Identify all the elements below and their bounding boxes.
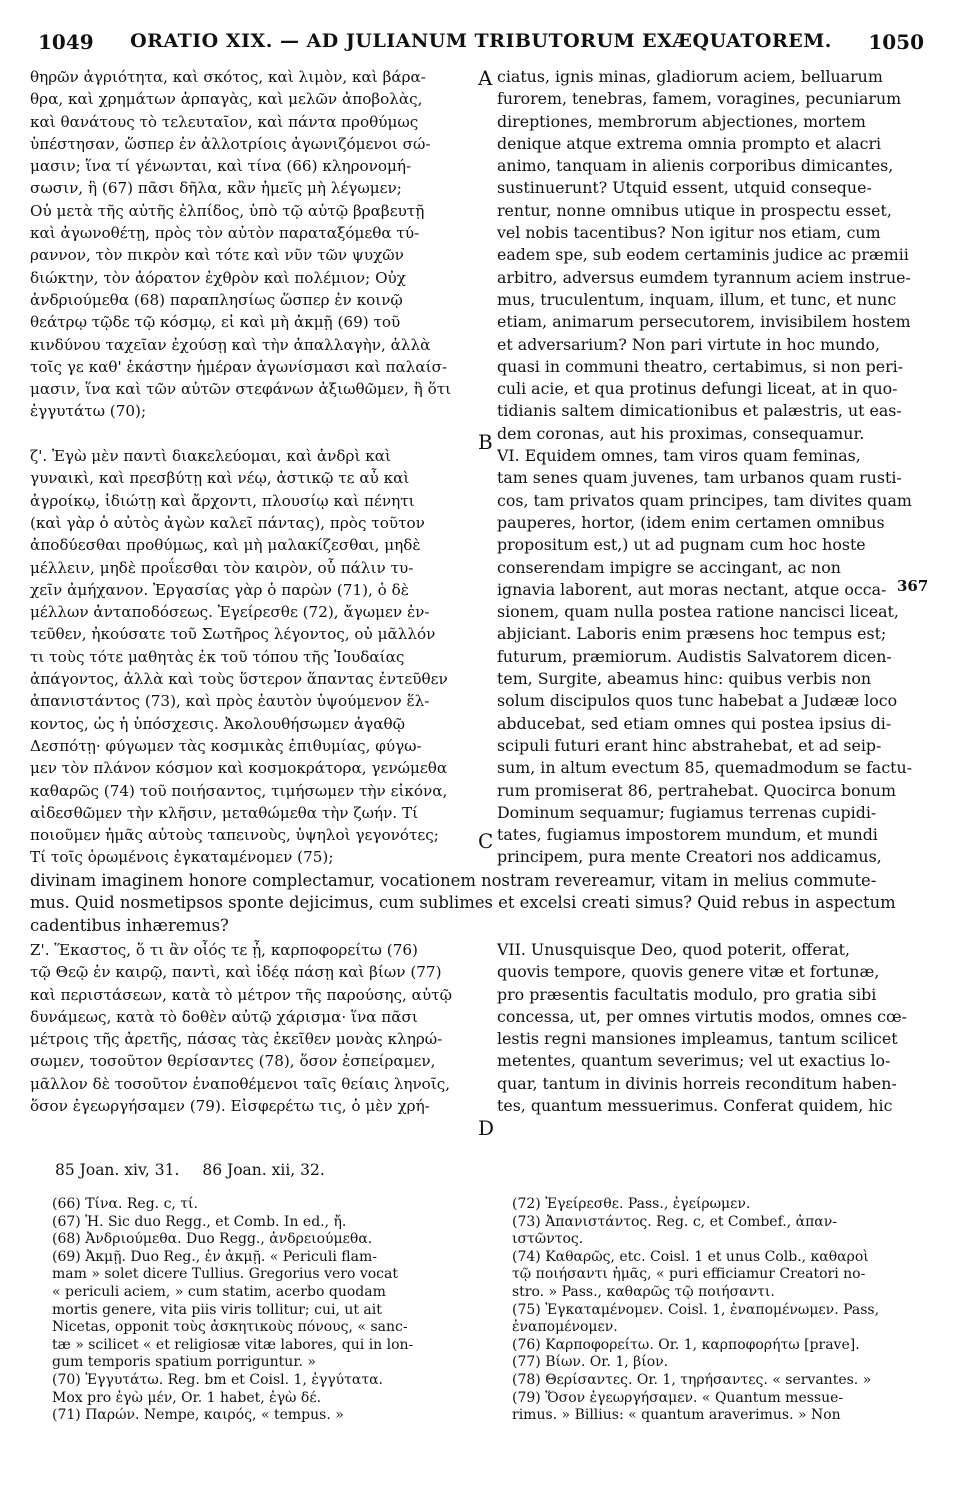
latin-line: scipuli futuri erant hinc abstrahebat, et ad seip- — [497, 735, 882, 755]
latin-line: et adversarium? Non pari virtute in hoc mundo, — [497, 334, 881, 354]
latin-line: abjiciant. Laboris enim præsens hoc tempus est; — [497, 624, 887, 644]
greek-column-lower — [30, 939, 480, 1117]
margin-letter-b: B — [478, 430, 493, 454]
greek-line: ἀποδύεσθαι προθύμως, καὶ μὴ μαλακίζεσθαι, μηδὲ — [30, 536, 421, 555]
greek-line: θηρῶν ἀγριότητα, καὶ σκότος, καὶ λιμὸν, καὶ βάρα- — [30, 68, 426, 86]
footnote-line: Mox pro ἐγὼ μέν, Or. 1 habet, ἐγὼ δέ. — [52, 1389, 322, 1406]
greek-line: τοῖς γε καθ' ἑκάστην ἡμέραν ἀγωνίσμασι καὶ παλαίσ- — [30, 357, 448, 376]
scripture-ref: 85 Joan. xiv, 31. — [55, 1161, 180, 1179]
latin-line: pauperes, hortor, (idem enim certamen omnibus — [497, 512, 885, 532]
latin-line: rum promiserat 86, pertrahebat. Quocirca bonum — [497, 780, 896, 800]
footnote-line: tæ » scilicet « et religiosæ vitæ labores, qui in lon- — [52, 1336, 414, 1353]
greek-line: καθαρῶς (74) τοῦ ποιήσαντος, τιμήσωμεν τὴν εἰκόνα, — [30, 781, 448, 800]
latin-line: tem, Surgite, abeamus hinc: quibus verbis non — [497, 669, 872, 689]
greek-line: Ζ'. Ἕκαστος, ὅ τι ἂν οἷός τε ᾖ, καρποφορείτω (76) — [30, 941, 418, 959]
full-width-text — [30, 870, 930, 937]
latin-line: ignavia laborent, aut moras nectant, atque occa- — [497, 579, 887, 599]
footnote-line: (75) Ἐγκαταμένομεν. Coisl. 1, ἐναπομένωμεν. Pass, — [512, 1301, 880, 1318]
latin-line: concessa, ut, per omnes virtutis modos, omnes cœ- — [497, 1006, 907, 1026]
greek-line: ἀγροίκῳ, ἰδιώτῃ καὶ ἄρχοντι, πλουσίῳ καὶ πένητι — [30, 491, 415, 510]
latin-line: quasi in communi theatro, certabimus, si non peri- — [497, 356, 904, 376]
latin-line: sum, in altum evectum 85, quemadmodum se factu- — [497, 758, 913, 778]
footnote-line: (76) Καρποφορείτω. Or. 1, καρποφορήτω [prave]. — [512, 1336, 860, 1353]
greek-line: θρα, καὶ χρημάτων ἁρπαγὰς, καὶ μελῶν ἀποβολὰς, — [30, 90, 423, 109]
latin-line: denique atque extrema omnia prompto et alacri — [497, 133, 882, 153]
footnote-line: (72) Ἐγείρεσθε. Pass., ἐγείρωμεν. — [512, 1196, 751, 1212]
greek-line: γυναικὶ, καὶ πρεσβύτῃ καὶ νέῳ, ἀστικῷ τε αὖ καὶ — [30, 469, 410, 488]
latin-line: culi acie, et qua protinus defungi liceat, at in quo- — [497, 379, 898, 399]
latin-line: tates, fugiamus impostorem mundum, et mundi — [497, 825, 878, 845]
latin-line: principem, pura mente Creatori nos addicamus, — [497, 847, 882, 867]
latin-line: arbitro, adversus eumdem tyrannum aciem instrue- — [497, 267, 911, 287]
greek-line: τεῦθεν, ἠκούσατε τοῦ Σωτῆρος λέγοντος, οὐ μᾶλλόν — [30, 625, 436, 644]
greek-line: χεῖν ἀμήχανον. Ἐργασίας γὰρ ὁ παρὼν (71), ὁ δὲ — [30, 580, 409, 599]
latin-line: eadem spe, sub eodem certaminis judice ac præmii — [497, 245, 909, 265]
greek-line: θεάτρῳ τῷδε τῷ κόσμῳ, εἰ καὶ μὴ ἀκμῇ (69) τοῦ — [30, 313, 401, 332]
footnote-line: (66) Τίνα. Reg. c, τί. — [52, 1196, 198, 1212]
latin-line: furorem, tenebras, famem, voragines, pecuniarum — [497, 89, 902, 109]
scripture-ref: 86 Joan. xii, 32. — [202, 1161, 325, 1179]
footnote-line: τῷ ποιήσαντι ἡμᾶς, « puri efficiamur Creatori no- — [512, 1266, 866, 1283]
column-page-number: 367 — [897, 577, 929, 595]
running-title: ORATIO XIX. — AD JULIANUM TRIBUTORUM EXÆQUATOREM. — [130, 30, 832, 52]
latin-line: metentes, quantum severimus; vel ut exactius lo- — [497, 1051, 891, 1071]
footnote-line: ἐναπομένομεν. — [512, 1319, 618, 1336]
latin-line: sionem, quam nulla postea ratione nancisci liceat, — [497, 602, 899, 622]
page-number-right: 1050 — [868, 30, 924, 54]
page-header — [38, 30, 924, 60]
footnote-line: rimus. » Billius: « quantum araverimus. » Non — [512, 1407, 841, 1424]
full-width-line: cadentibus inhæremus? — [30, 915, 229, 935]
greek-line: κοντος, ὡς ἡ ὑπόσχεσις. Ἀκολουθήσωμεν ἀγαθῷ — [30, 714, 406, 733]
footnote-line: (79) Ὅσον ἐγεωργήσαμεν. « Quantum messue- — [512, 1389, 844, 1406]
latin-line: abducebat, sed etiam omnes qui postea ipsius di- — [497, 713, 892, 733]
latin-line: VII. Unusquisque Deo, quod poterit, offerat, — [497, 940, 851, 959]
greek-line: σωμεν, τοσοῦτον θερίσαντες (78), ὅσον ἐσπείραμεν, — [30, 1052, 436, 1071]
latin-line: quovis tempore, quovis genere vitæ et fortunæ, — [497, 962, 880, 982]
full-width-line: mus. Quid nosmetipsos sponte dejicimus, cum sublimes et excelsi creati simus? Quid rebus in aspectum — [30, 893, 896, 913]
latin-line: dem coronas, aut his proximas, consequamur. — [497, 423, 865, 443]
footnote-line: (68) Ἀνδριούμεθα. Duo Regg., ἀνδρειούμεθα. — [52, 1231, 373, 1248]
latin-line: mus, truculentum, inquam, illum, et tunc, et nunc — [497, 289, 897, 309]
latin-line: lestis regni mansiones impleamus, tantum scilicet — [497, 1029, 898, 1049]
footnote-line: (73) Ἀπανιστάντος. Reg. c, et Combef., ἀπαν- — [512, 1213, 837, 1230]
greek-line — [30, 423, 480, 445]
scripture-references — [55, 1161, 343, 1179]
footnote-line: (78) Θερίσαντες. Or. 1, τηρήσαντες. « servantes. » — [512, 1371, 872, 1388]
latin-line: tidianis saltem dimicationibus et palæstris, ut eas- — [497, 401, 902, 421]
greek-line: ποιοῦμεν ἡμᾶς αὐτοὺς ταπεινοὺς, ὑψηλοὶ γεγονότες; — [30, 826, 439, 845]
latin-line: futurum, præmiorum. Audistis Salvatorem dicen- — [497, 646, 892, 666]
footnote-line: « periculi aciem, » cum statim, acerbo quodam — [52, 1283, 386, 1300]
greek-line: ὑπέστησαν, ὥσπερ ἐν ἀλλοτρίοις ἀγωνιζόμενοι σώ- — [30, 134, 431, 153]
greek-line: (καὶ γὰρ ὁ αὐτὸς ἀγὼν καλεῖ πάντας), πρὸς τοῦτον — [30, 513, 425, 532]
latin-line: rentur, nonne omnibus utique in prospectu esset, — [497, 200, 892, 220]
greek-line: ἐγγυτάτω (70); — [30, 402, 147, 421]
greek-line: ὅσον ἐγεωργήσαμεν (79). Εἰσφερέτω τις, ὁ μὲν χρή- — [30, 1097, 430, 1116]
greek-line: ραννον, τὸν πικρὸν καὶ τότε καὶ νῦν τῶν ψυχῶν — [30, 246, 404, 265]
greek-line: μασιν, ἵνα καὶ τῶν αὐτῶν στεφάνων ἀξιωθῶμεν, ἢ ὅτι — [30, 380, 452, 399]
footnotes-right — [512, 1196, 930, 1425]
latin-line: cos, tam privatos quam principes, tam divites quam — [497, 490, 912, 510]
footnote-line: (71) Παρών. Nempe, καιρός, « tempus. » — [52, 1407, 344, 1424]
full-width-line: divinam imaginem honore complectamur, vocationem nostram revereamur, vitam in melius commute- — [30, 871, 877, 890]
latin-line: pro præsentis facultatis modulo, pro gratia sibi — [497, 984, 877, 1004]
greek-line: μέλλειν, μηδὲ προΐεσθαι τὸν καιρὸν, οὗ πάλιν τυ- — [30, 558, 414, 577]
greek-line: ἀπάγοντος, ἀλλὰ καὶ τοὺς ὕστερον ἅπαντας ἐντεῦθεν — [30, 670, 448, 689]
greek-line: αἰδεσθῶμεν τὴν κλῆσιν, μεταθώμεθα τὴν ζωήν. Τί — [30, 803, 419, 822]
footnote-line: mortis genere, vita piis viris tollitur; cui, ut ait — [52, 1301, 382, 1318]
latin-line: vel nobis tacentibus? Non igitur nos etiam, cum — [497, 223, 881, 243]
footnote-line: (70) Ἐγγυτάτω. Reg. bm et Coisl. 1, ἐγγύτατα. — [52, 1371, 383, 1388]
greek-line: μᾶλλον δὲ τοσοῦτον ἐναποθέμενοι ταῖς θείαις ληνοῖς, — [30, 1074, 451, 1093]
footnotes-left — [52, 1196, 472, 1425]
greek-line: τι τοὺς τότε μαθητὰς ἐκ τοῦ τόπου τῆς Ἰουδαίας — [30, 647, 405, 666]
footnote-line: Nicetas, opponit τοὺς ἀσκητικοὺς πόνους, « sanc- — [52, 1319, 408, 1336]
footnote-line: (69) Ἀκμῇ. Duo Reg., ἐν ἀκμῇ. « Periculi flam- — [52, 1248, 377, 1265]
greek-column — [30, 66, 480, 869]
footnote-line: stro. » Pass., καθαρῶς τῷ ποιήσαντι. — [512, 1283, 775, 1300]
footnote-line: (67) Ἡ. Sic duo Regg., et Comb. In ed., ἤ. — [52, 1213, 347, 1230]
greek-line: ζ'. Ἐγὼ μὲν παντὶ διακελεύομαι, καὶ ἀνδρὶ καὶ — [30, 447, 391, 466]
greek-line: ἀνδριούμεθα (68) παραπλησίως ὥσπερ ἐν κοινῷ — [30, 290, 403, 309]
latin-line: solum discipulos quos tunc habebat a Judææ loco — [497, 691, 898, 711]
greek-line: δυνάμεως, κατὰ τὸ δοθὲν αὐτῷ χάρισμα· ἵνα πᾶσι — [30, 1007, 418, 1026]
greek-line: ἀπανιστάντος (73), καὶ πρὸς ἑαυτὸν ὑψούμενον ἕλ- — [30, 692, 430, 711]
latin-line: direptiones, membrorum abjectiones, mortem — [497, 111, 866, 131]
footnote-line: gum temporis spatium porriguntur. » — [52, 1354, 316, 1371]
latin-line: quar, tantum in divinis horreis reconditum haben- — [497, 1073, 897, 1093]
latin-line: sustinuerunt? Utquid essent, utquid conseque- — [497, 178, 872, 198]
greek-line: κινδύνου ταχεῖαν ἐχούσῃ καὶ τὴν ἀπαλλαγὴν, ἀλλὰ — [30, 335, 431, 354]
greek-line: μασιν; ἵνα τί γένωνται, καὶ τίνα (66) κληρονομή- — [30, 157, 412, 176]
latin-line: ciatus, ignis minas, gladiorum aciem, belluarum — [497, 67, 883, 86]
footnote-line: (77) Βίων. Or. 1, βίον. — [512, 1354, 669, 1371]
greek-line: μέλλων ἀνταποδόσεως. Ἐγείρεσθε (72), ἄγωμεν ἐν- — [30, 603, 430, 622]
margin-letter-a: A — [478, 66, 493, 90]
page-number-left: 1049 — [38, 30, 94, 54]
greek-line: διώκτην, τὸν ἀόρατον ἐχθρὸν καὶ πολέμιον; Οὐχ — [30, 268, 406, 287]
greek-line: τῷ Θεῷ ἐν καιρῷ, παντὶ, καὶ ἰδέᾳ πάσῃ καὶ βίων (77) — [30, 963, 442, 982]
latin-column-lower — [497, 939, 929, 1117]
latin-line: propositum est,) ut ad pugnam cum hoc hoste — [497, 535, 866, 555]
latin-line: animo, tanquam in alienis corporibus dimicantes, — [497, 156, 894, 176]
footnote-line: (74) Καθαρῶς, etc. Coisl. 1 et unus Colb., καθαροὶ — [512, 1248, 869, 1265]
latin-column — [497, 66, 929, 869]
greek-line: Δεσπότῃ· φύγωμεν τὰς κοσμικὰς ἐπιθυμίας, φύγω- — [30, 736, 422, 755]
latin-line: Dominum sequamur; fugiamus terrenas cupidi- — [497, 802, 877, 822]
greek-line: καὶ θανάτους τὸ τελευταῖον, καὶ πάντα προθύμως — [30, 112, 419, 131]
greek-line: καὶ περιστάσεων, κατὰ τὸ μέτρον τῆς παρούσης, αὐτῷ — [30, 985, 452, 1004]
greek-line: Οὐ μετὰ τῆς αὐτῆς ἐλπίδος, ὑπὸ τῷ αὐτῷ βραβευτῇ — [30, 201, 425, 220]
footnote-line: mam » solet dicere Tullius. Gregorius vero vocat — [52, 1266, 398, 1283]
greek-line: σωσιν, ἣ (67) πᾶσι δῆλα, κἂν ἡμεῖς μὴ λέγωμεν; — [30, 179, 402, 198]
margin-letter-d: D — [478, 1116, 495, 1140]
latin-line: tam senes quam juvenes, tam urbanos quam rusti- — [497, 468, 902, 488]
footnote-line: ιστῶντος. — [512, 1231, 584, 1248]
greek-line: Τί τοῖς ὁρωμένοις ἐγκαταμένομεν (75); — [30, 848, 334, 867]
margin-letter-c: C — [478, 829, 494, 853]
greek-line: μεν τὸν πλάνον κόσμον καὶ κοσμοκράτορα, γενώμεθα — [30, 759, 448, 778]
greek-line: καὶ ἀγωνοθέτῃ, πρὸς τὸν αὐτὸν παραταξόμεθα τύ- — [30, 224, 420, 243]
latin-line: etiam, animarum persecutorem, invisibilem hostem — [497, 312, 911, 332]
latin-line: tes, quantum messuerimus. Conferat quidem, hic — [497, 1096, 893, 1116]
greek-line: μέτροις τῆς ἀρετῆς, πάσας τὰς ἐκεῖθεν μονὰς κληρώ- — [30, 1030, 443, 1049]
latin-line: conserendam impigre se accingant, ac non — [497, 557, 841, 577]
latin-line: VI. Equidem omnes, tam viros quam feminas, — [497, 446, 861, 466]
